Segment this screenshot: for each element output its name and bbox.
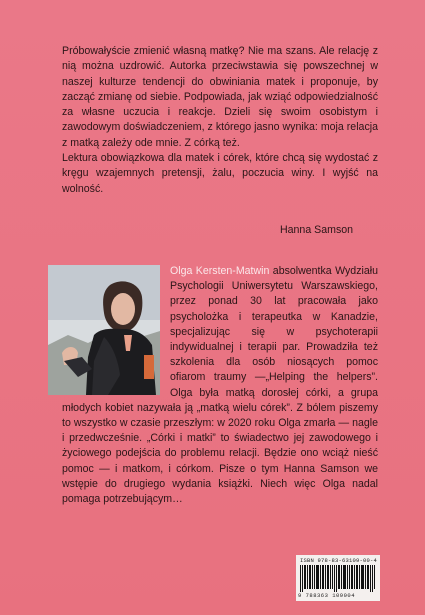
author-bio — [62, 264, 378, 507]
blurb — [62, 44, 378, 197]
author-name: Olga Kersten-Matwin — [170, 265, 270, 277]
isbn-label: ISBN 978-83-63109-00-4 — [300, 557, 378, 564]
blurb-paragraph-2: Lektura obowiązkowa dla matek i córek, które chcą się wydostać z kręgu wzajemnych pretensji, żalu, poczucia winy. I wyjść na wolność. — [62, 152, 378, 195]
barcode-bars — [300, 565, 376, 592]
barcode-digits: 9 788363 109004 — [298, 592, 356, 599]
author-bio-text: absolwentka Wydziału Psychologii Uniwersytetu Warszawskiego, przez ponad 30 lat pracowała jako psycholożka i terapeutka w Kanadzie, specjalizując się w psychoterapii indywidualnej i terapii par. Prowadziła też szkolenia dla osób niosących pomoc ofiarom traumy —„Helping the helpers”. Olga była matką dorosłej córki, a grupa młodych kobiet nazywała ją „matką wielu córek”. Z bólem piszemy to wszystko w czasie przeszłym: w 2020 roku Olga zmarła — nagle i przedwcześnie. „Córki i matki” to świadectwo jej zawodowego i życiowego podejścia do problemu relacji. Będzie ono wciąż nieść pomoc — i matkom, i córkom. Pisze o tym Hanna Samson we wstępie do drugiego wydania książki. Niech więc Olga nadal pomaga potrzebującym… — [62, 265, 378, 506]
blurb-signature: Hanna Samson — [280, 224, 354, 236]
isbn-barcode — [296, 555, 380, 601]
photo-spacer — [62, 264, 170, 386]
blurb-paragraph-1: Próbowałyście zmienić własną matkę? Nie ma szans. Ale relację z nią można uzdrowić. Autorka przeciwstawia się powszechnej w naszej kulturze tendencji do obwiniania matek i proponuje, by zacząć zmianę od siebie. Podpowiada, jak wziąć odpowiedzialność za własne uczucia i reakcje. Dzieli się swoim osobistym i zawodowym doświadczeniem, z którego jasno wynika: moja relacja z matką zależy ode mnie. Z córką też. — [62, 45, 378, 149]
